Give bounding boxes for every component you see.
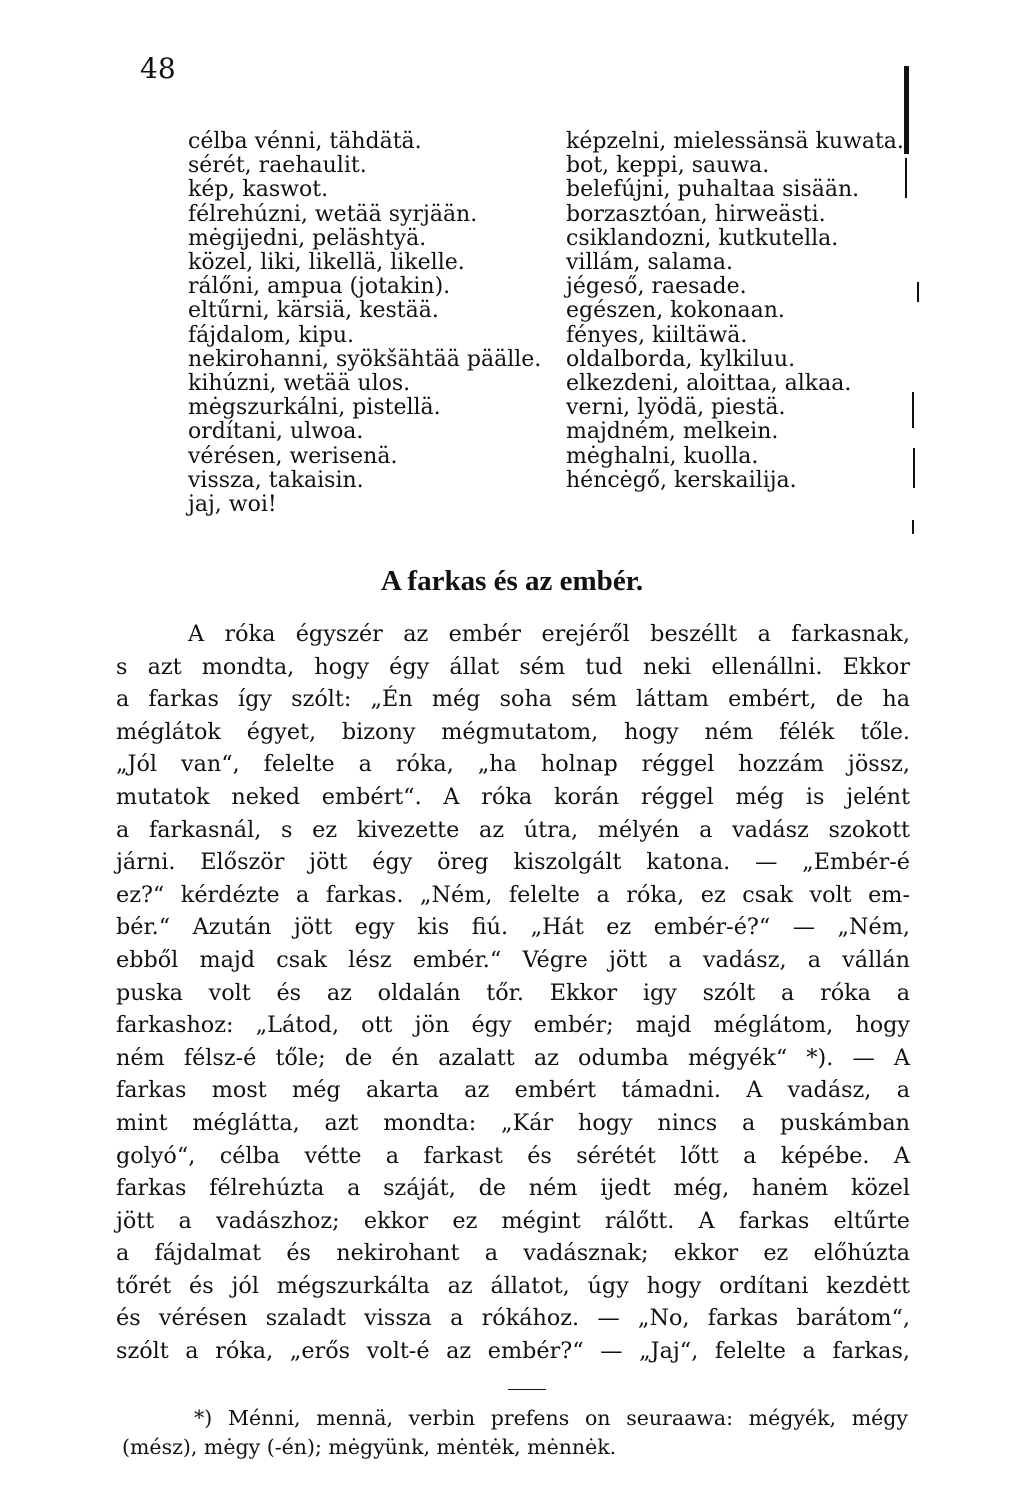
body-line: golyó“, célba vétte a farkast és sérétét lőtt a képébe. A	[116, 1142, 910, 1169]
body-line: ebből majd csak lész embér.“ Végre jött a vadász, a vállán	[116, 946, 910, 973]
vocab-entry: bot, keppi, sauwa.	[566, 153, 770, 179]
scan-margin-mark	[917, 282, 919, 302]
scan-margin-mark	[912, 392, 914, 428]
vocab-entry: borzasztóan, hirweästi.	[566, 201, 826, 227]
vocab-entry: félrehúzni, wetää syrjään.	[188, 201, 478, 227]
vocab-entry: vérésen, werisenä.	[188, 443, 398, 469]
vocab-entry: sérét, raehaulit.	[188, 153, 367, 179]
body-line: járni. Először jött égy öreg kiszolgált katona. — „Embér-é	[116, 849, 910, 876]
vocab-entry: közel, liki, likellä, likelle.	[188, 250, 465, 276]
vocab-entry: egészen, kokonaan.	[566, 298, 785, 324]
story-body	[116, 618, 910, 1368]
body-line: farkashoz: „Látod, ott jön égy embér; majd méglátom, hogy	[116, 1012, 910, 1039]
vocab-entry: elkezdeni, aloittaa, alkaa.	[566, 371, 852, 397]
scan-margin-mark	[904, 66, 909, 154]
body-line: mint méglátta, azt mondta: „Kár hogy nincs a puskámban	[116, 1109, 910, 1136]
vocab-entry: oldalborda, kylkiluu.	[566, 346, 796, 372]
body-line: puska volt és az oldalán tőr. Ekkor igy szólt a róka a	[116, 979, 910, 1006]
body-line: szólt a róka, „erős volt-é az embér?“ — „Jaj“, felelte a farkas,	[116, 1338, 910, 1365]
page-number: 48	[140, 52, 176, 85]
scan-margin-mark	[905, 158, 907, 198]
body-line: A róka égyszér az embér erejéről beszéllt a farkasnak,	[188, 621, 910, 647]
vocab-entry: mėghalni, kuolla.	[566, 443, 759, 469]
vocab-entry: rálőni, ampua (jotakin).	[188, 274, 451, 300]
vocab-entry: kihúzni, wetää ulos.	[188, 371, 411, 397]
body-line: jött a vadászhoz; ekkor ez mégint rálőtt. A farkas eltűrte	[116, 1207, 910, 1234]
vocab-entry: jaj, woi!	[188, 492, 277, 518]
vocabulary-right-column	[566, 130, 904, 493]
vocab-entry: majdném, melkein.	[566, 419, 779, 445]
body-line: mutatok neked embért“. A róka korán réggel még is jelént	[116, 783, 910, 810]
footnote-divider	[508, 1389, 546, 1390]
vocab-entry: ordítani, ulwoa.	[188, 419, 364, 445]
scan-margin-mark	[913, 448, 915, 488]
body-line: s azt mondta, hogy égy állat sém tud neki ellenállni. Ekkor	[116, 653, 910, 680]
vocabulary-left-column	[188, 130, 541, 517]
body-line: „Jól van“, felelte a róka, „ha holnap réggel hozzám jössz,	[116, 751, 910, 778]
vocab-entry: fájdalom, kipu.	[188, 322, 355, 348]
vocab-entry: kép, kaswot.	[188, 177, 329, 203]
vocab-entry: mėgszurkálni, pistellä.	[188, 395, 441, 421]
body-line: farkas most még akarta az embért támadni. A vadász, a	[116, 1077, 910, 1104]
body-line: a farkas így szólt: „Én még soha sém láttam embért, de ha	[116, 686, 910, 713]
vocab-entry: verni, lyödä, piestä.	[566, 395, 786, 421]
footnote-line: (mész), mėgy (-én); mėgyünk, mėntėk, mėnnėk.	[122, 1435, 617, 1459]
story-title: A farkas és az embér.	[380, 565, 644, 597]
body-line: a fájdalmat és nekirohant a vadásznak; ekkor ez előhúzta	[116, 1240, 910, 1267]
vocab-entry: jégeső, raesade.	[566, 274, 747, 300]
vocab-entry: csiklandozni, kutkutella.	[566, 225, 839, 251]
vocab-entry: eltűrni, kärsiä, kestää.	[188, 298, 439, 324]
vocab-entry: belefújni, puhaltaa sisään.	[566, 177, 860, 203]
body-line: tőrét és jól mégszurkálta az állatot, úgy hogy ordítani kezdėtt	[116, 1272, 910, 1299]
body-line: a farkasnál, s ez kivezette az útra, mélyén a vadász szokott	[116, 816, 910, 843]
vocab-entry: nekirohanni, syökšähtää päälle.	[188, 346, 542, 372]
body-line: méglátok égyet, bizony mégmutatom, hogy ném félék tőle.	[116, 718, 910, 745]
footnote	[122, 1404, 908, 1462]
body-line: ném félsz-é tőle; de én azalatt az odumba mégyék“ *). — A	[116, 1044, 910, 1071]
body-line: ez?“ kérdézte a farkas. „Ném, felelte a róka, ez csak volt em-	[116, 881, 910, 908]
body-line: farkas félrehúzta a száját, de ném ijedt még, hanėm közel	[116, 1175, 910, 1202]
vocab-entry: mėgijedni, peläshtyä.	[188, 225, 427, 251]
vocab-entry: célba vénni, tähdätä.	[188, 129, 422, 154]
body-line: és vérésen szaladt vissza a rókához. — „No, farkas barátom“,	[116, 1305, 910, 1332]
vocab-entry: képzelni, mielessänsä kuwata.	[566, 129, 904, 154]
scan-margin-mark	[912, 520, 914, 534]
vocab-entry: vissza, takaisin.	[188, 467, 364, 493]
vocab-entry: villám, salama.	[566, 250, 734, 276]
vocab-entry: héncėgő, kerskailija.	[566, 467, 797, 493]
vocab-entry: fényes, kiiltäwä.	[566, 322, 748, 348]
body-line: bér.“ Azután jött egy kis fiú. „Hát ez embér-é?“ — „Ném,	[116, 914, 910, 941]
footnote-line: *) Ménni, mennä, verbin prefens on seuraawa: mégyék, mégy	[194, 1406, 908, 1430]
